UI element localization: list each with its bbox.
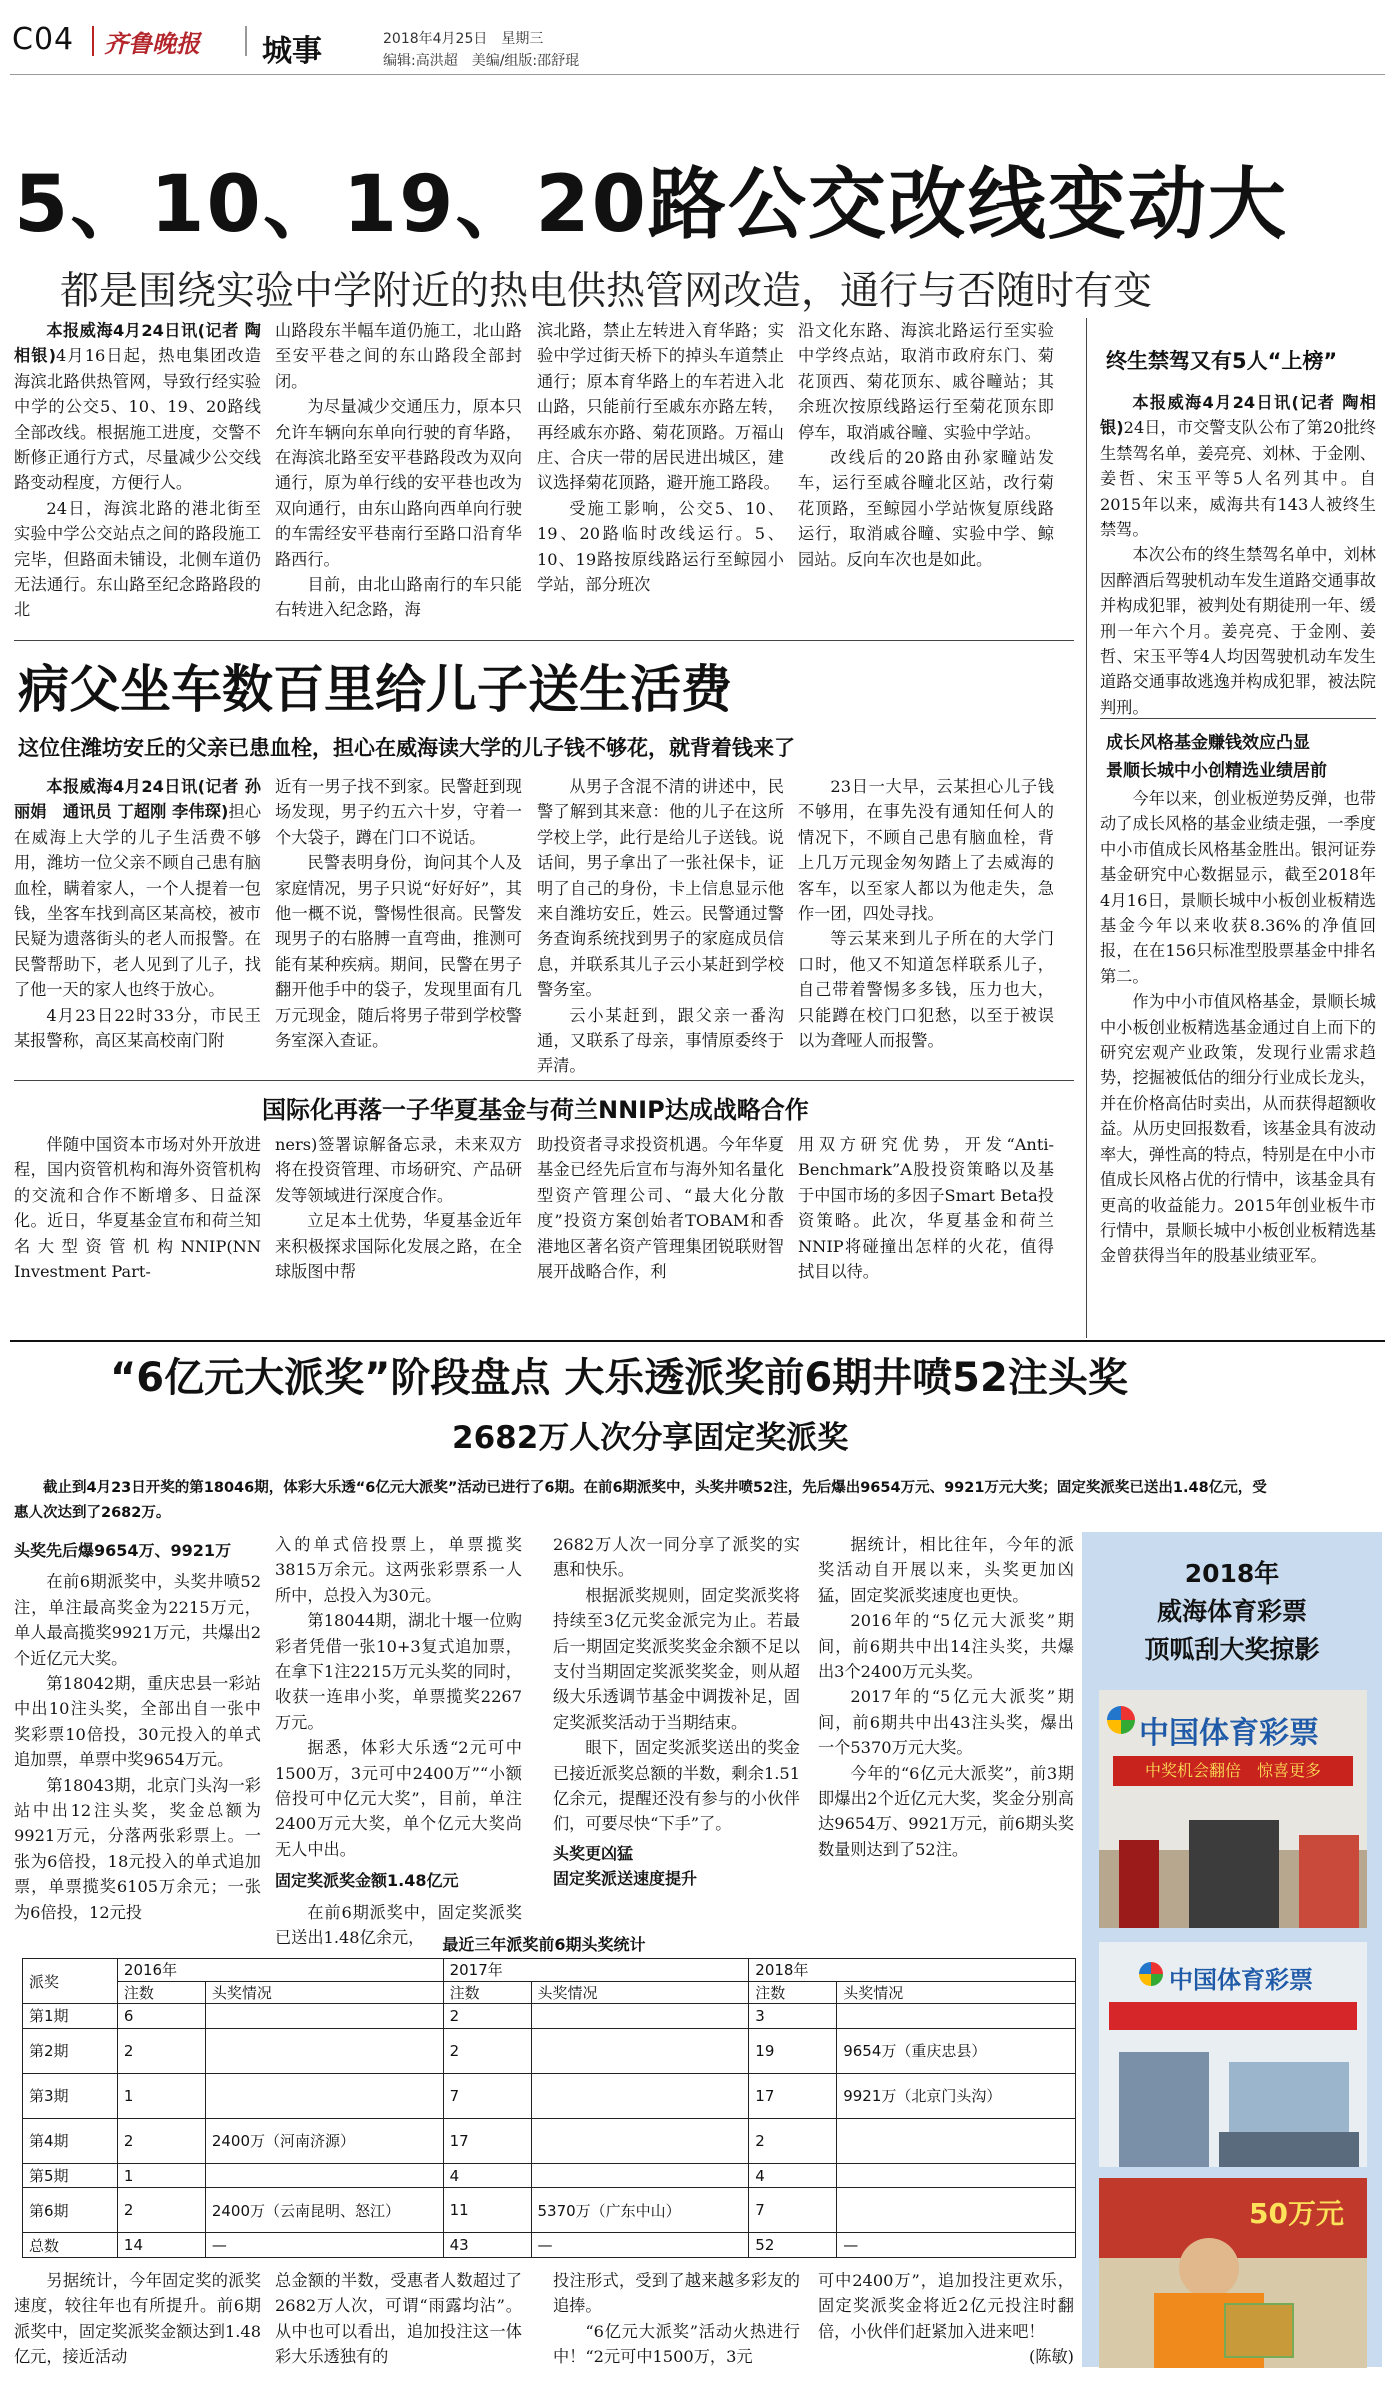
table-row xyxy=(23,2073,1076,2118)
table-cell xyxy=(531,2163,749,2188)
story1-text-2: 山路段东半幅车道仍施工，北山路至安平巷之间的东山路段全部封闭。 xyxy=(275,321,522,391)
story2-text-1b: 4月23日22时33分，市民王某报警称，高区某高校南门附 xyxy=(14,1005,261,1051)
side1-text-2: 本次公布的终生禁驾名单中，刘林因醉酒后驾驶机动车发生道路交通事故并构成犯罪，被判处有期徒刑一年、缓刑一年六个月。姜亮亮、于金刚、姜哲、宋玉平等4人均因驾驶机动车发生道路交通事故逃逸并构成犯罪，被法院判刑。 xyxy=(1100,545,1376,717)
table-row xyxy=(23,2118,1076,2163)
story4-text-1b: 第18042期，重庆忠县一彩站中出10注头奖，全部出自一张中奖彩票10倍投，30元投入的单式追加票，单票中奖9654万元。 xyxy=(14,1674,261,1770)
header-divider-1 xyxy=(92,26,94,56)
section-name: 城事 xyxy=(262,34,322,69)
table-cell-period: 总数 xyxy=(23,2233,118,2258)
lottery-logo-icon xyxy=(1107,1706,1135,1734)
table-cell-period: 第1期 xyxy=(23,2004,118,2029)
story3-text-2: ners)签署谅解备忘录，未来双方将在投资管理、市场研究、产品研发等领域进行深度合作。 xyxy=(275,1135,522,1205)
table-cell-period: 第6期 xyxy=(23,2188,118,2233)
table-cell xyxy=(205,2163,443,2188)
story3-text-4: 用双方研究优势，开发“Anti-Benchmark”A股投资策略以及基于中国市场的多因子Smart Beta投资策略。此次，华夏基金和荷兰NNIP将碰撞出怎样的火花，值得拭目以待。 xyxy=(798,1135,1054,1282)
story4-text-2b: 第18044期，湖北十堰一位购彩者凭借一张10+3复式追加票，在拿下1注2215万元头奖的同时，收获一连串小奖，单票揽奖2267万元。 xyxy=(275,1611,522,1732)
table-cell: 9654万（重庆忠县） xyxy=(837,2028,1076,2073)
story2-text-2b: 民警表明身份，询问其个人及家庭情况，男子只说“好好好”，其他一概不说，警惕性很高。民警发现男子的右胳膊一直弯曲，推测可能有某种疾病。期间，民警在男子翻开他手中的袋子，发现里面有几万元现金，随后将男子带到学校警务室深入查证。 xyxy=(275,853,522,1051)
table-cell: 2 xyxy=(117,2028,205,2073)
table-header-year-2017: 2017年 xyxy=(443,1959,749,1982)
table-cell: 14 xyxy=(117,2233,205,2258)
story3-col3 xyxy=(537,1132,784,1337)
table-cell: 2400万（云南昆明、怒江） xyxy=(205,2188,443,2233)
header-date: 2018年4月25日 星期三 xyxy=(383,31,544,47)
page-number: C04 xyxy=(12,22,75,57)
table-cell: 2 xyxy=(443,2004,531,2029)
table-header-year-2016: 2016年 xyxy=(117,1959,443,1982)
table-cell: 1 xyxy=(117,2163,205,2188)
story4-col2 xyxy=(275,1532,522,1948)
story1-text-1b: 24日，海滨北路的港北街至实验中学公交站点之间的路段施工完毕，但路面未铺设，北侧车道仍无法通行。东山路至纪念路路段的北 xyxy=(14,498,261,620)
story2-text-4: 23日一大早，云某担心儿子钱不够用，在事先没有通知任何人的情况下，不顾自己患有脑血栓，背上几万元现金匆匆踏上了去威海的客车，以至家人都以为他走失，急作一团，四处寻找。 xyxy=(798,777,1054,924)
story2-subtitle: 这位住潍坊安丘的父亲已患血栓，担心在威海读大学的儿子钱不够花，就背着钱来了 xyxy=(18,736,795,760)
story4-intro: 截止到4月23日开奖的第18046期，体彩大乐透“6亿元大派奖”活动已进行了6期。在前6期派奖中，头奖井喷52注，先后爆出9654万元、9921万元大奖；固定奖派奖已送出1.48亿元，受惠人次达到了2682万。 xyxy=(14,1480,1267,1521)
story4-tail-2: 总金额的半数，受惠者人数超过了2682万人次，可谓“雨露均沾”。从中也可以看出，追加投注这一体彩大乐透独有的 xyxy=(275,2271,522,2367)
table-cell xyxy=(205,2028,443,2073)
story3-col2 xyxy=(275,1132,522,1337)
story4-tail-col1 xyxy=(14,2268,261,2388)
stats-table xyxy=(22,1958,1076,2258)
table-cell xyxy=(531,2028,749,2073)
table-row xyxy=(23,2188,1076,2233)
story4-text-4c: 2017年的“5亿元大派奖”期间，前6期共中出43注头奖，爆出一个5370万元大奖。 xyxy=(818,1687,1074,1758)
story2-bottom-rule xyxy=(14,1080,1074,1081)
story4-subtitle: 2682万人次分享固定奖派奖 xyxy=(452,1420,849,1456)
side-column-rule xyxy=(1086,318,1087,1338)
lottery-photo-3-poster: 50万元 xyxy=(1249,2197,1344,2230)
lottery-photo-1-sign: 中国体育彩票 xyxy=(1139,1716,1319,1751)
story4-text-4: 据统计，相比往年，今年的派奖活动自开展以来，头奖更加凶猛，固定奖派奖速度也更快。 xyxy=(818,1535,1074,1605)
story4-tail-1: 另据统计，今年固定奖的派奖速度，较往年也有所提升。前6期派奖中，固定奖派奖金额达到1.48亿元，接近活动 xyxy=(14,2271,261,2367)
table-cell xyxy=(531,2073,749,2118)
story4-text-1: 在前6期派奖中，头奖井喷52注，单注最高奖金为2215万元，单人最高揽奖9921万元，共爆出2个近亿元大奖。 xyxy=(14,1572,261,1668)
table-cell: 2 xyxy=(443,2028,531,2073)
story2-text-2: 近有一男子找不到家。民警赶到现场发现，男子约五六十岁，守着一个大袋子，蹲在门口不说话。 xyxy=(275,777,522,847)
table-cell-period: 第3期 xyxy=(23,2073,118,2118)
story1-subtitle: 都是围绕实验中学附近的热电供热管网改造，通行与否随时有变 xyxy=(60,269,1153,314)
story1-text-3: 滨北路，禁止左转进入育华路；实验中学过街天桥下的掉头车道禁止通行；原本育华路上的车若进入北山路，只能前行至戚东亦路左转，再经戚东亦路、菊花顶路。万福山庄、合庆一带的居民进出城区，建议选择菊花顶路，避开施工路段。 xyxy=(537,321,784,493)
table-header-count: 注数 xyxy=(443,1981,531,2004)
side2-title-1: 成长风格基金赚钱效应凸显 xyxy=(1106,733,1310,753)
lottery-top-rule xyxy=(10,1340,1385,1342)
story4-tail-col4 xyxy=(818,2268,1074,2388)
table-cell: 19 xyxy=(749,2028,837,2073)
story3-col4 xyxy=(798,1132,1054,1337)
stats-table-caption: 最近三年派奖前6期头奖统计 xyxy=(442,1935,646,1954)
table-cell xyxy=(837,2118,1076,2163)
story1-text-2b: 为尽量减少交通压力，原本只允许车辆向东单向行驶的育华路，在海滨北路至安平巷路段改为双向通行，原为单行线的安平巷也改为双向通行，由东山路向西单向行驶的车需经安平巷南行至路口沿育华路西行。 xyxy=(275,397,522,569)
story4-heading-2: 固定奖派奖金额1.48亿元 xyxy=(275,1871,459,1891)
story4-text-3c: 眼下，固定奖派奖送出的奖金已接近派奖总额的半数，剩余1.51亿余元，提醒还没有参与的小伙伴们，可要尽快“下手”了。 xyxy=(553,1738,800,1834)
story4-heading-1: 头奖先后爆9654万、9921万 xyxy=(14,1541,232,1560)
table-header-period: 派奖 xyxy=(23,1959,118,2004)
lottery-photo-2-sign: 中国体育彩票 xyxy=(1169,1966,1313,1994)
table-cell: 52 xyxy=(749,2233,837,2258)
table-header-count: 注数 xyxy=(117,1981,205,2004)
table-cell: 3 xyxy=(749,2004,837,2029)
story2-title: 病父坐车数百里给儿子送生活费 xyxy=(18,661,733,720)
table-cell: 4 xyxy=(443,2163,531,2188)
story2-col2 xyxy=(275,774,522,1074)
story3-text-1: 伴随中国资本市场对外开放进程，国内资管机构和海外资管机构的交流和合作不断增多、日益深化。近日，华夏基金宣布和荷兰知名大型资管机构NNIP(NN Investment Part- xyxy=(14,1135,261,1282)
side2-text-1: 今年以来，创业板逆势反弹，也带动了成长风格的基金业绩走强，一季度中小市值成长风格基金胜出。银河证券基金研究中心数据显示，截至2018年4月16日，景顺长城中小板创业板精选基金今年以来收获8.36%的净值回报，在在156只标准型股票基金中排名第二。 xyxy=(1100,789,1376,986)
lottery-photo-1-banner: 中奖机会翻倍 惊喜更多 xyxy=(1113,1756,1353,1786)
table-cell: 17 xyxy=(443,2118,531,2163)
table-cell: 17 xyxy=(749,2073,837,2118)
table-cell xyxy=(837,2004,1076,2029)
story4-tail-3: 投注形式，受到了越来越多彩友的追捧。 xyxy=(553,2271,800,2316)
story4-text-3b: 根据派奖规则，固定奖派奖将持续至3亿元奖金派完为止。若最后一期固定奖派奖奖金余额不足以支付当期固定奖派奖奖金，则从超级大乐透调节基金中调拨补足，固定奖派奖活动于当期结束。 xyxy=(553,1585,800,1732)
table-cell: 4 xyxy=(749,2163,837,2188)
story4-text-4b: 2016年的“5亿元大派奖”期间，前6期共中出14注头奖，共爆出3个2400万元头奖。 xyxy=(818,1611,1074,1682)
side1-title: 终生禁驾又有5人“上榜” xyxy=(1106,349,1338,373)
side1-text-1: 24日，市交警支队公布了第20批终生禁驾名单，姜亮亮、刘林、于金刚、姜哲、宋玉平等5人名列其中。自2015年以来，威海共有143人被终生禁驾。 xyxy=(1100,418,1376,540)
side2-title-2: 景顺长城中小创精选业绩居前 xyxy=(1106,761,1327,781)
table-cell: 5370万（广东中山） xyxy=(531,2188,749,2233)
story4-heading-4: 固定奖派送速度提升 xyxy=(553,1869,698,1889)
story3-title: 国际化再落一子华夏基金与荷兰NNIP达成战略合作 xyxy=(262,1096,809,1124)
story3-text-3: 助投资者寻求投资机遇。今年华夏基金已经先后宣布与海外知名量化型资产管理公司、“最大化分散度”投资方案创始者TOBAM和香港地区著名资产管理集团锐联财智展开战略合作，利 xyxy=(537,1135,784,1282)
story1-lead: 本报威海4月24日讯(记者 陶相银) xyxy=(14,321,261,366)
table-cell: 2 xyxy=(749,2118,837,2163)
story1-text-3b: 受施工影响，公交5、10、19、20路临时改线运行。5、10、19路按原线路运行至鲸园小学站，部分班次 xyxy=(537,498,784,595)
table-header-detail: 头奖情况 xyxy=(531,1981,749,2004)
table-cell xyxy=(205,2073,443,2118)
story4-tail-4: 可中2400万”，追加投注更欢乐，固定奖派奖金将近2亿元投注时翻倍，小伙伴们赶紧加入进来吧！ xyxy=(818,2271,1074,2341)
table-cell: 6 xyxy=(117,2004,205,2029)
story1-text-4b: 改线后的20路由孙家疃站发车，运行至戚谷疃北区站，改行菊花顶路，至鲸园小学站恢复原线路运行，取消戚谷疃、实验中学、鲸园站。反向车次也是如此。 xyxy=(798,448,1054,569)
story4-tail-col3 xyxy=(553,2268,800,2388)
story2-text-3b: 云小某赶到，跟父亲一番沟通，又联系了母亲，事情原委终于弄清。 xyxy=(537,1005,784,1076)
story4-col3 xyxy=(553,1532,800,1924)
story1-col2 xyxy=(275,318,522,638)
story4-text-2c: 据悉，体彩大乐透“2元可中1500万，3元可中2400万”“小额倍投可中亿元大奖”，目前，单注2400万元大奖，单个亿元大奖尚无人中出。 xyxy=(275,1738,522,1859)
lottery-photo-3 xyxy=(1099,2178,1367,2368)
table-cell: — xyxy=(531,2233,749,2258)
lottery-photo-2 xyxy=(1099,1942,1367,2167)
table-cell xyxy=(837,2188,1076,2233)
story4-tail-3b: “6亿元大派奖”活动火热进行中！“2元可中1500万，3元 xyxy=(553,2321,800,2367)
side2-text-2: 作为中小市值风格基金，景顺长城中小板创业板精选基金通过自上而下的研究宏观产业政策，发现行业需求趋势，挖掘被低估的细分行业成长龙头，并在价格高估时卖出，从而获得超额收益。从历史回报数看，该基金具有波动率大，弹性高的特点，特别是在中小市值成长风格占优的行情中，该基金具有更高的收益能力。2015年创业板牛市行情中，景顺长城中小板创业板精选基金曾获得当年的股基业绩亚军。 xyxy=(1100,992,1376,1266)
table-header-detail: 头奖情况 xyxy=(205,1981,443,2004)
story4-title: “6亿元大派奖”阶段盘点 大乐透派奖前6期井喷52注头奖 xyxy=(110,1355,1128,1401)
story2-text-4b: 等云某来到儿子所在的大学门口时，他又不知道怎样联系儿子，自己带着警惕多多钱，压力也大，只能蹲在校门口犯愁，以至于被误以为聋哑人而报警。 xyxy=(798,929,1054,1051)
table-cell-period: 第4期 xyxy=(23,2118,118,2163)
table-row xyxy=(23,2028,1076,2073)
table-cell: 9921万（北京门头沟） xyxy=(837,2073,1076,2118)
table-cell-period: 第2期 xyxy=(23,2028,118,2073)
story4-text-3: 2682万人次一同分享了派奖的实惠和快乐。 xyxy=(553,1535,800,1580)
story2-col4 xyxy=(798,774,1054,1074)
story4-col4 xyxy=(818,1532,1074,1924)
table-cell: 11 xyxy=(443,2188,531,2233)
story2-col1 xyxy=(14,774,261,1074)
story4-tail-col2 xyxy=(275,2268,522,2388)
story1-col3 xyxy=(537,318,784,638)
story1-bottom-rule xyxy=(14,640,1074,641)
table-row xyxy=(23,2004,1076,2029)
table-cell-period: 第5期 xyxy=(23,2163,118,2188)
story1-col4 xyxy=(798,318,1054,638)
table-cell: 2 xyxy=(117,2118,205,2163)
story4-text-2: 入的单式倍投票上，单票揽奖3815万余元。这两张彩票系一人所中，总投入为30元。 xyxy=(275,1535,522,1605)
table-row xyxy=(23,2163,1076,2188)
side2-body xyxy=(1100,786,1376,1338)
story3-col1 xyxy=(14,1132,261,1337)
table-cell: 2 xyxy=(117,2188,205,2233)
table-header-year-2018: 2018年 xyxy=(749,1959,1076,1982)
table-cell xyxy=(531,2118,749,2163)
story1-text-2c: 目前，由北山路南行的车只能右转进入纪念路，海 xyxy=(275,575,522,620)
side1-rule xyxy=(1100,718,1376,719)
story1-text-1: 4月16日起，热电集团改造海滨北路供热管网，导致行经实验中学的公交5、10、19、20路线全部改线。根据施工进度，交警不断修正通行方式，尽量减少公交线路变动程度，方便行人。 xyxy=(14,346,261,493)
story1-col1 xyxy=(14,318,261,638)
header-editors: 编辑:高洪超 美编/组版:邵舒琨 xyxy=(383,53,580,69)
story2-text-3: 从男子含混不清的讲述中，民警了解到其来意：他的儿子在这所学校上学，此行是给儿子送钱。说话间，男子拿出了一张社保卡，证明了自己的身份，卡上信息显示他来自潍坊安丘，姓云。民警通过警务查询系统找到男子的家庭成员信息，并联系其儿子云小某赶到学校警务室。 xyxy=(537,777,784,1000)
story4-text-4d: 今年的“6亿元大派奖”，前3期即爆出2个近亿元大奖，奖金分别高达9654万、9921万元，前6期头奖数量则达到了52注。 xyxy=(818,1763,1074,1859)
header-divider-2 xyxy=(245,26,247,56)
story4-text-2d: 在前6期派奖中，固定奖派奖已送出1.48亿余元， xyxy=(275,1902,522,1948)
table-cell xyxy=(531,2004,749,2029)
table-cell: — xyxy=(205,2233,443,2258)
side1-body xyxy=(1100,390,1376,720)
table-cell: 7 xyxy=(749,2188,837,2233)
story4-byline: (陈敏) xyxy=(1028,2347,1074,2367)
story1-title: 5、10、19、20路公交改线变动大 xyxy=(14,160,1288,250)
lottery-logo-icon-2 xyxy=(1139,1962,1163,1986)
side1-lead: 本报威海4月24日讯(记者 陶相银) xyxy=(1100,393,1376,438)
table-cell: 43 xyxy=(443,2233,531,2258)
story4-heading-3: 头奖更凶猛 xyxy=(553,1843,634,1863)
header-rule xyxy=(10,74,1385,75)
lottery-ad-title: 2018年 威海体育彩票 顶呱刮大奖掠影 xyxy=(1144,1559,1320,1664)
story2-lead: 本报威海4月24日讯(记者 孙丽娟 通讯员 丁超刚 李伟琛) xyxy=(14,777,261,822)
story3-text-2b: 立足本土优势，华夏基金近年来积极探求国际化发展之路，在全球版图中帮 xyxy=(275,1211,522,1282)
table-header-detail: 头奖情况 xyxy=(837,1981,1076,2004)
table-cell: 1 xyxy=(117,2073,205,2118)
table-header-count: 注数 xyxy=(749,1981,837,2004)
story2-col3 xyxy=(537,774,784,1074)
table-cell: 7 xyxy=(443,2073,531,2118)
lottery-photo-1 xyxy=(1099,1690,1367,1928)
table-cell: 2400万（河南济源） xyxy=(205,2118,443,2163)
story4-text-1c: 第18043期，北京门头沟一彩站中出12注头奖，奖金总额为9921万元，分落两张彩票上。一张为6倍投，18元投入的单式追加票，单票揽奖6105万余元；一张为6倍投，12元投 xyxy=(14,1775,261,1922)
table-cell: — xyxy=(837,2233,1076,2258)
newspaper-logo: 齐鲁晚报 xyxy=(104,29,200,58)
story4-col1 xyxy=(14,1532,261,1924)
story1-text-4: 沿文化东路、海滨北路运行至实验中学终点站，取消市政府东门、菊花顶西、菊花顶东、戚谷疃站；其余班次按原线路运行至菊花顶东即停车，取消戚谷疃、实验中学站。 xyxy=(798,321,1054,442)
table-cell xyxy=(205,2004,443,2029)
table-row xyxy=(23,2233,1076,2258)
table-cell xyxy=(837,2163,1076,2188)
story2-text-1: 担心在威海上大学的儿子生活费不够用，潍坊一位父亲不顾自己患有脑血栓，瞒着家人，一个人提着一包钱，坐客车找到高区某高校，被市民疑为遗落街头的老人而报警。在民警帮助下，老人见到了儿子，找了他一天的家人也终于放心。 xyxy=(14,802,262,1000)
